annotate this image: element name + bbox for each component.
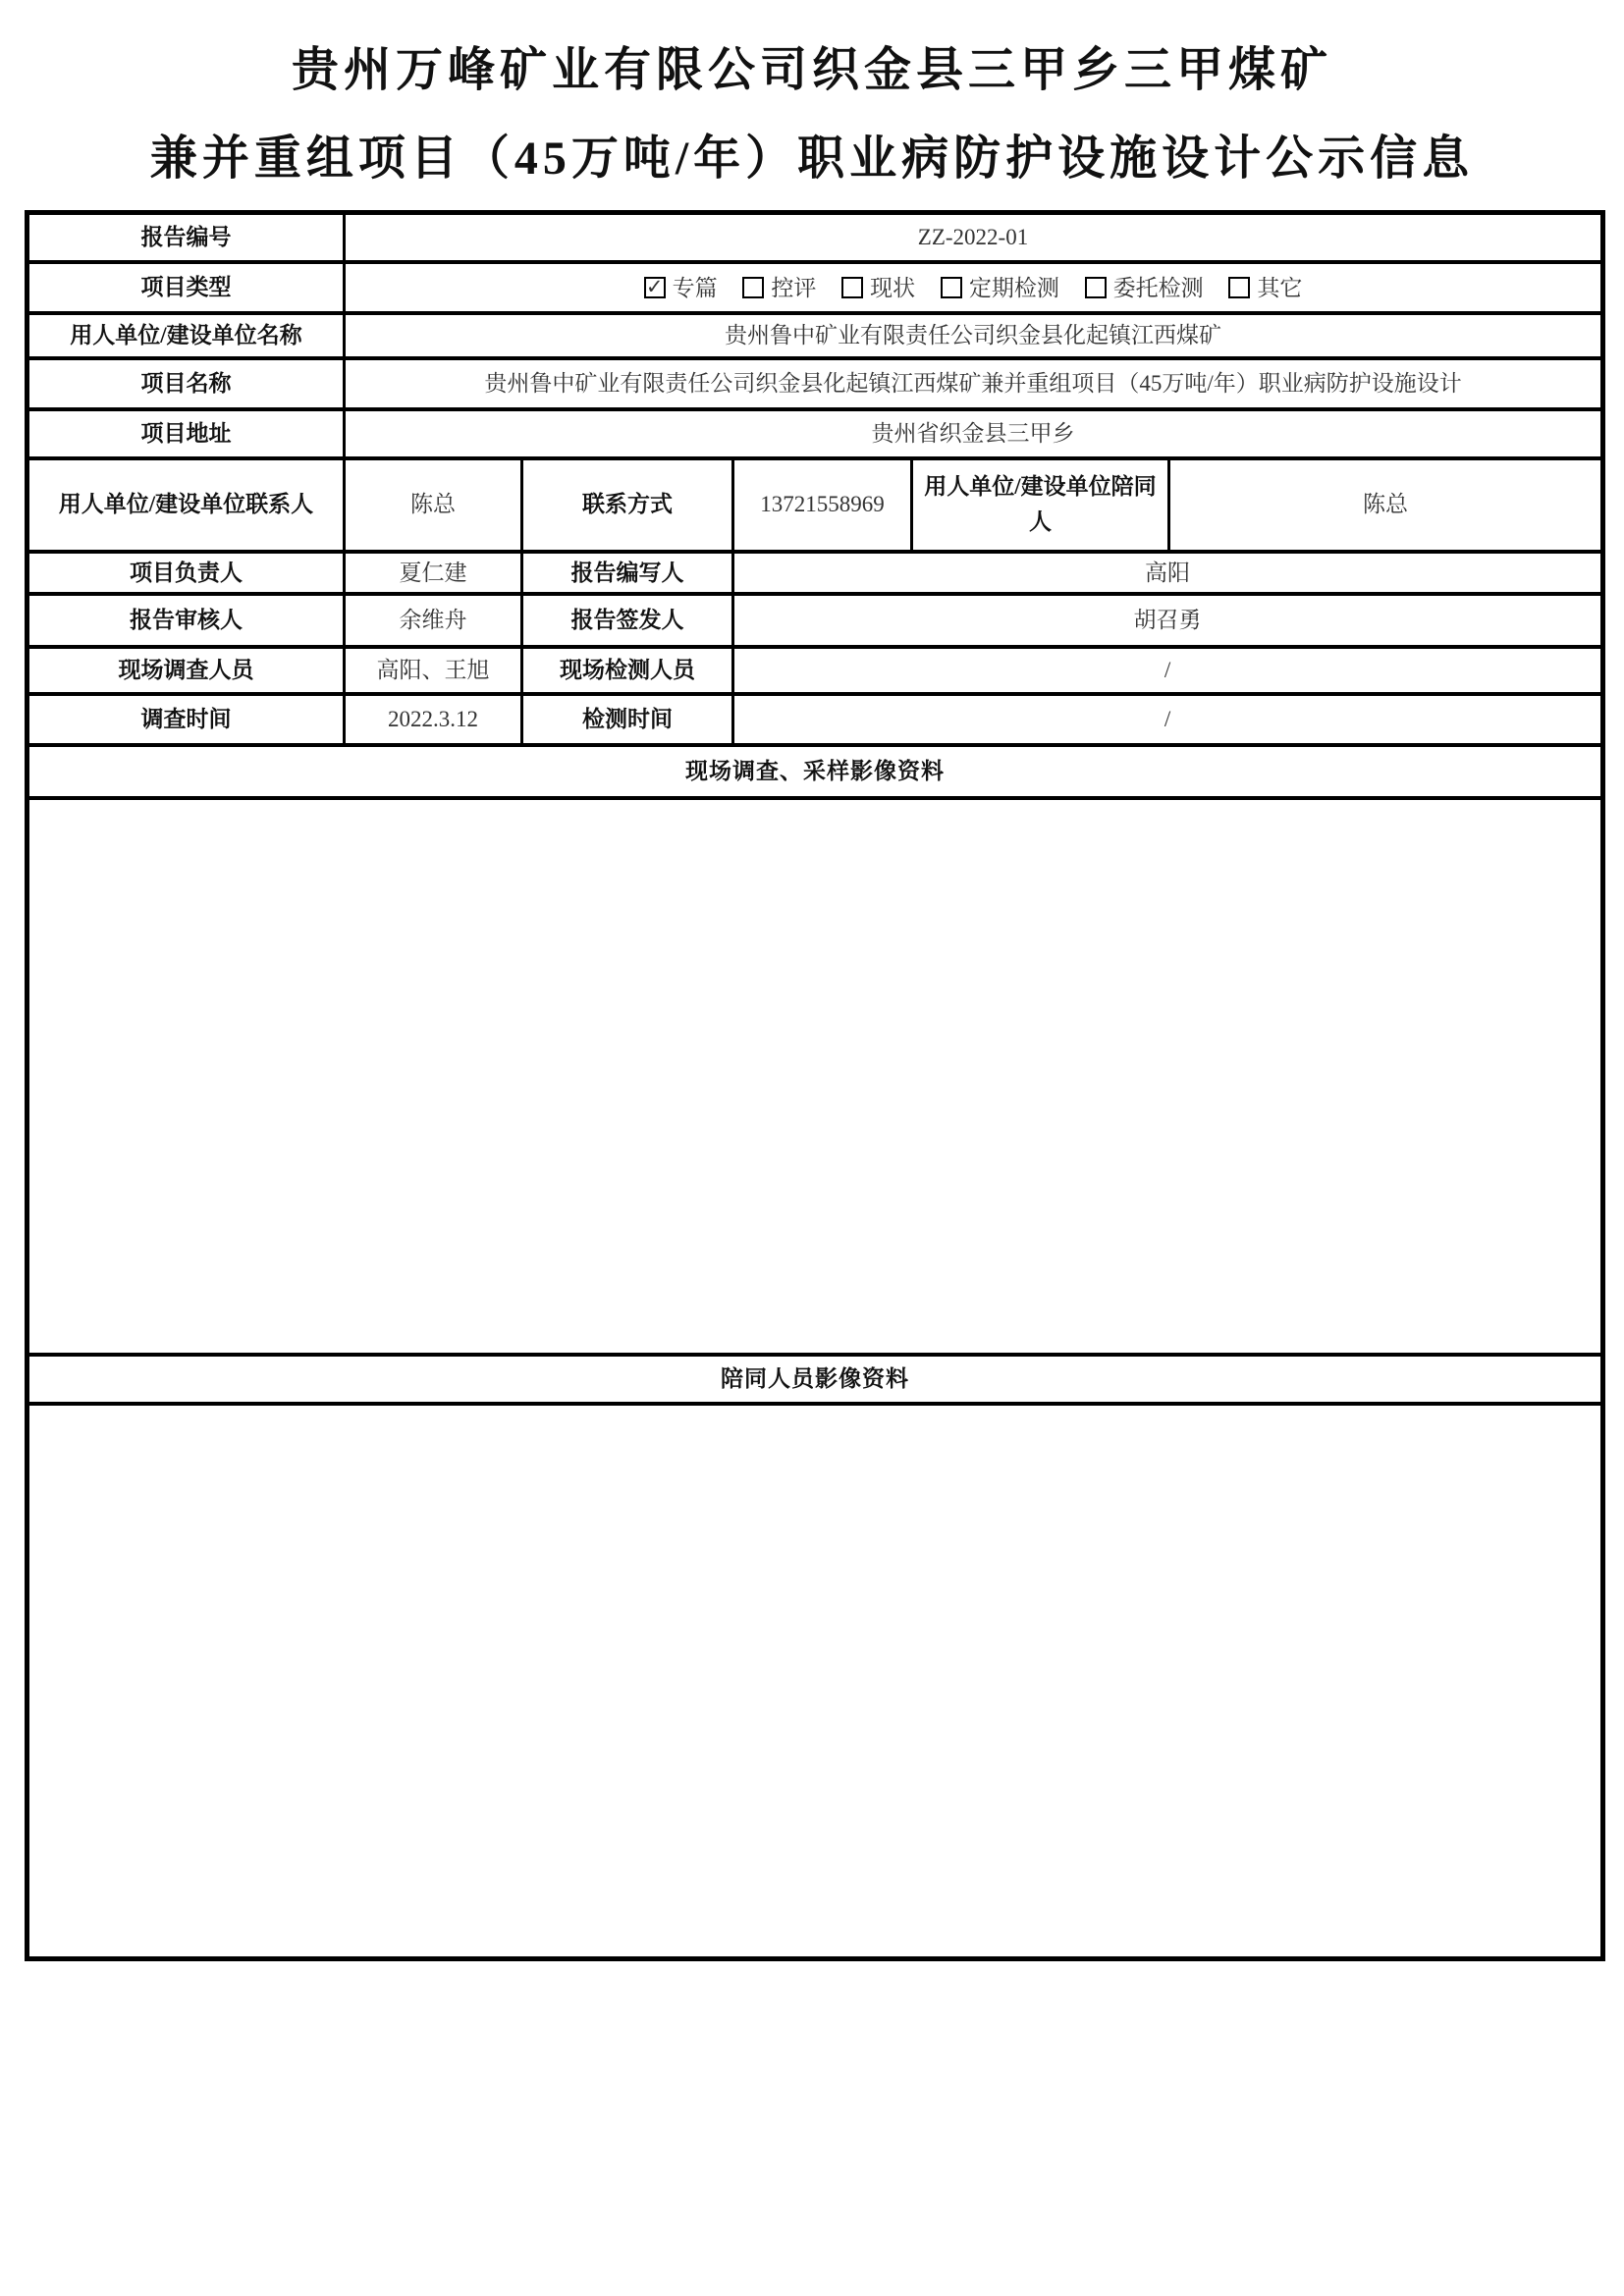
report-reviewer-label: 报告审核人 xyxy=(27,594,345,647)
site-photos-section-header: 现场调查、采样影像资料 xyxy=(27,745,1603,798)
escort-label: 用人单位/建设单位陪同人 xyxy=(912,458,1169,552)
project-type-option xyxy=(1085,271,1204,306)
report-reviewer-value: 余维舟 xyxy=(345,594,522,647)
table-row xyxy=(27,647,1603,694)
site-testers-value: / xyxy=(733,647,1603,694)
project-type-options xyxy=(345,262,1603,313)
employer-name-label: 用人单位/建设单位名称 xyxy=(27,313,345,358)
report-issuer-label: 报告签发人 xyxy=(522,594,733,647)
project-address-value: 贵州省织金县三甲乡 xyxy=(345,409,1603,458)
project-name-label: 项目名称 xyxy=(27,358,345,409)
table-row xyxy=(27,594,1603,647)
project-leader-value: 夏仁建 xyxy=(345,552,522,595)
project-leader-label: 项目负责人 xyxy=(27,552,345,595)
project-type-label: 项目类型 xyxy=(27,262,345,313)
checkbox-unchecked-icon xyxy=(1085,277,1107,298)
project-type-option xyxy=(841,271,915,306)
project-name-value: 贵州鲁中矿业有限责任公司织金县化起镇江西煤矿兼并重组项目（45万吨/年）职业病防护设施设计 xyxy=(345,358,1603,409)
contact-method-label: 联系方式 xyxy=(522,458,733,552)
escort-photos-area xyxy=(27,1404,1603,1958)
checkbox-label: 控评 xyxy=(771,275,817,300)
document-title-line1: 贵州万峰矿业有限公司织金县三甲乡三甲煤矿 xyxy=(291,44,1332,96)
table-row xyxy=(27,694,1603,745)
checkbox-label: 委托检测 xyxy=(1112,275,1204,300)
report-issuer-value: 胡召勇 xyxy=(733,594,1603,647)
table-row xyxy=(27,358,1603,409)
checkbox-unchecked-icon xyxy=(841,277,863,298)
table-row xyxy=(27,409,1603,458)
site-testers-label: 现场检测人员 xyxy=(522,647,733,694)
checkbox-unchecked-icon xyxy=(941,277,962,298)
table-row xyxy=(27,262,1603,313)
project-address-label: 项目地址 xyxy=(27,409,345,458)
checkbox-unchecked-icon xyxy=(1228,277,1250,298)
site-photos-area xyxy=(27,798,1603,1355)
checkbox-label: 其它 xyxy=(1257,275,1303,300)
testing-date-value: / xyxy=(733,694,1603,745)
investigation-date-value: 2022.3.12 xyxy=(345,694,522,745)
checkbox-label: 专篇 xyxy=(672,275,718,300)
table-row xyxy=(27,552,1603,595)
table-row xyxy=(27,313,1603,358)
table-row xyxy=(27,1404,1603,1958)
checkbox-checked-icon xyxy=(644,274,666,298)
escort-value: 陈总 xyxy=(1169,458,1603,552)
document-header xyxy=(0,0,1624,183)
document-title-line2: 兼并重组项目（45万吨/年）职业病防护设施设计公示信息 xyxy=(149,133,1475,185)
table-row xyxy=(27,745,1603,798)
project-type-option xyxy=(1228,271,1302,306)
table-row xyxy=(27,1355,1603,1404)
contact-method-value: 13721558969 xyxy=(733,458,912,552)
site-investigators-value: 高阳、王旭 xyxy=(345,647,522,694)
contact-person-label: 用人单位/建设单位联系人 xyxy=(27,458,345,552)
testing-date-label: 检测时间 xyxy=(522,694,733,745)
report-writer-label: 报告编写人 xyxy=(522,552,733,595)
info-table xyxy=(25,210,1605,1961)
escort-photos-section-header: 陪同人员影像资料 xyxy=(27,1355,1603,1404)
employer-name-value: 贵州鲁中矿业有限责任公司织金县化起镇江西煤矿 xyxy=(345,313,1603,358)
contact-person-value: 陈总 xyxy=(345,458,522,552)
table-row xyxy=(27,458,1603,552)
report-no-label: 报告编号 xyxy=(27,213,345,262)
project-type-option xyxy=(742,271,816,306)
checkbox-label: 定期检测 xyxy=(968,275,1059,300)
checkbox-unchecked-icon xyxy=(742,277,764,298)
table-row xyxy=(27,213,1603,262)
report-writer-value: 高阳 xyxy=(733,552,1603,595)
check-mark-icon: ✓ xyxy=(645,274,664,298)
site-investigators-label: 现场调查人员 xyxy=(27,647,345,694)
report-no-value: ZZ-2022-01 xyxy=(345,213,1603,262)
project-type-option xyxy=(941,271,1059,306)
table-row xyxy=(27,798,1603,1355)
project-type-option xyxy=(644,271,718,306)
investigation-date-label: 调查时间 xyxy=(27,694,345,745)
checkbox-label: 现状 xyxy=(870,275,916,300)
